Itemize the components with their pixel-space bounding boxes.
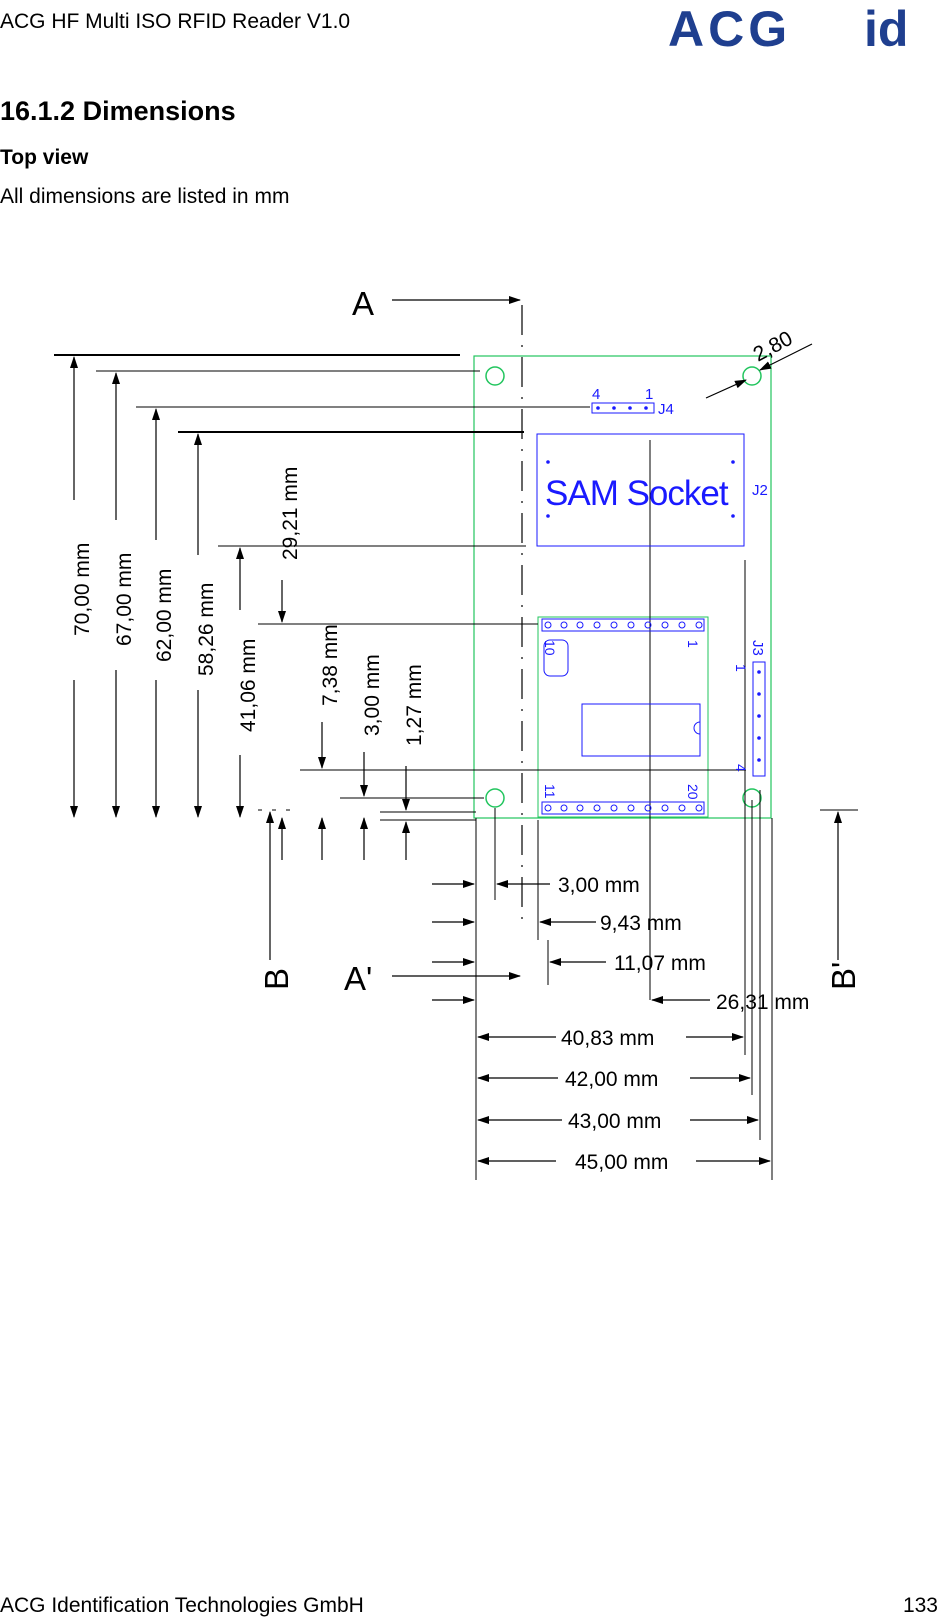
dim-h-11-07-label: 11,07 mm [614, 952, 706, 975]
dim-h-3-00-label: 3,00 mm [558, 874, 640, 897]
dim-h-26-31-label: 26,31 mm [716, 991, 810, 1014]
dim-h-9-43-label: 9,43 mm [600, 912, 682, 935]
dim-h-40-83-label: 40,83 mm [561, 1027, 655, 1050]
j4-label: J4 [658, 401, 674, 418]
j4-connector [592, 403, 654, 413]
sam-socket-label: SAM Socket [545, 474, 728, 513]
j4-pin-4-label: 4 [592, 386, 601, 403]
section-marker-a: A [352, 285, 375, 322]
document-header-title: ACG HF Multi ISO RFID Reader V1.0 [0, 10, 351, 33]
ic-chip-outline [582, 704, 700, 756]
section-subheading: Top view [0, 146, 89, 169]
svg-text:id: id [864, 2, 909, 54]
mounting-hole-top-left [486, 367, 504, 385]
j4-pin-1-label: 1 [645, 386, 654, 403]
hole-dim-label: 2,80 [749, 326, 797, 367]
j2-label: J2 [752, 482, 768, 499]
mounting-hole-bottom-left [486, 789, 504, 807]
dim-3-00-label: 3,00 mm [361, 654, 384, 736]
dim-62-label: 62,00 mm [153, 568, 176, 662]
header-pin-11-label: 11 [542, 784, 558, 799]
section-marker-a-prime: A' [344, 960, 373, 997]
footer-company: ACG Identification Technologies GmbH [0, 1594, 364, 1617]
j3-connector [753, 662, 765, 776]
dim-h-42-00-label: 42,00 mm [565, 1068, 659, 1091]
dim-58-26-label: 58,26 mm [195, 582, 218, 676]
j3-label: J3 [749, 640, 766, 656]
dim-h-43-00-label: 43,00 mm [568, 1110, 662, 1133]
header-bottom-row [542, 802, 704, 814]
section-marker-b: B [258, 967, 295, 990]
header-pin-10-label: 10 [542, 640, 558, 656]
board-outline [474, 356, 771, 818]
dim-h-45-00-label: 45,00 mm [575, 1151, 669, 1174]
header-pin-1-label: 1 [685, 640, 701, 648]
dim-1-27-label: 1,27 mm [403, 664, 426, 746]
j3-pin-1-label: 1 [733, 664, 749, 672]
section-intro-text: All dimensions are listed in mm [0, 185, 290, 208]
section-marker-b-prime: B' [825, 961, 862, 990]
dim-41-06-label: 41,06 mm [237, 638, 260, 732]
section-heading: 16.1.2 Dimensions [0, 96, 236, 126]
svg-text:ACG: ACG [668, 2, 792, 54]
j3-pin-4-label: 4 [733, 764, 749, 772]
dim-67-label: 67,00 mm [113, 552, 136, 646]
footer-page-number: 133 [902, 1594, 938, 1617]
header-pin-20-label: 20 [685, 784, 701, 800]
dim-7-38-label: 7,38 mm [319, 624, 342, 706]
dim-70-label: 70,00 mm [71, 542, 94, 636]
header-top-row [542, 619, 704, 631]
module-outline [538, 617, 708, 817]
mounting-hole-top-right [743, 367, 761, 385]
dim-29-21-label: 29,21 mm [279, 466, 302, 560]
